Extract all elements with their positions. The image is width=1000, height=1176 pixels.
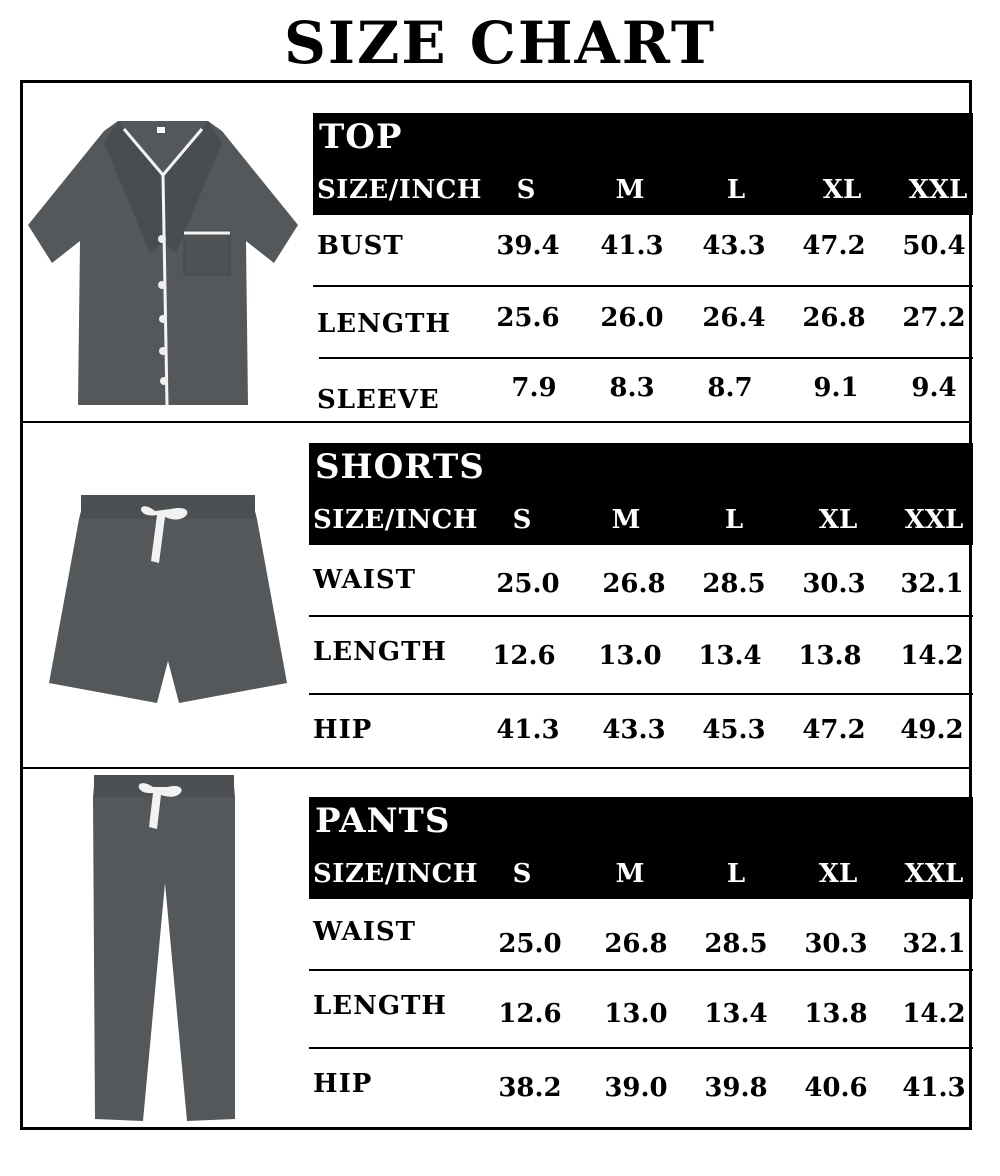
table-cell: 13.4 <box>704 999 768 1029</box>
size-xl-header: XL <box>822 175 862 205</box>
size-m-header: M <box>615 859 645 889</box>
row-label: BUST <box>317 231 404 261</box>
table-cell: 32.1 <box>900 569 964 599</box>
table-cell: 43.3 <box>602 715 666 745</box>
size-m-header: M <box>615 175 645 205</box>
table-cell: 28.5 <box>704 929 768 959</box>
table-cell: 26.0 <box>600 303 664 333</box>
row-label: LENGTH <box>313 991 447 1021</box>
table-cell: 12.6 <box>492 641 556 671</box>
size-s-header: S <box>512 505 532 535</box>
table-row <box>313 231 973 301</box>
page-title: SIZE CHART <box>283 9 717 77</box>
table-cell: 47.2 <box>802 231 866 261</box>
table-cell: 8.7 <box>707 373 753 403</box>
size-xl-header: XL <box>818 859 858 889</box>
size-s-header: S <box>516 175 536 205</box>
table-row <box>313 303 973 373</box>
table-cell: 39.0 <box>604 1073 668 1103</box>
row-label: LENGTH <box>317 309 451 339</box>
table-cell: 14.2 <box>900 641 964 671</box>
row-divider <box>319 357 973 359</box>
row-label: WAIST <box>313 917 416 947</box>
table-cell: 30.3 <box>804 929 868 959</box>
row-label: HIP <box>313 1069 373 1099</box>
table-cell: 43.3 <box>702 231 766 261</box>
category-title: SHORTS <box>315 447 485 487</box>
table-cell: 7.9 <box>511 373 557 403</box>
table-cell: 25.6 <box>496 303 560 333</box>
row-divider <box>313 285 973 287</box>
size-m-header: M <box>611 505 641 535</box>
table-cell: 13.8 <box>804 999 868 1029</box>
table-cell: 13.0 <box>604 999 668 1029</box>
table-cell: 14.2 <box>902 999 966 1029</box>
table-cell: 13.4 <box>698 641 762 671</box>
table-cell: 26.8 <box>802 303 866 333</box>
size-s-header: S <box>512 859 532 889</box>
table-cell: 28.5 <box>702 569 766 599</box>
table-cell: 25.0 <box>496 569 560 599</box>
shorts-image <box>47 493 289 705</box>
table-cell: 13.8 <box>798 641 862 671</box>
table-cell: 49.2 <box>900 715 964 745</box>
table-cell: 12.6 <box>498 999 562 1029</box>
table-cell: 30.3 <box>802 569 866 599</box>
table-cell: 39.8 <box>704 1073 768 1103</box>
table-cell: 41.3 <box>496 715 560 745</box>
table-cell: 13.0 <box>598 641 662 671</box>
top-table-header <box>313 113 973 215</box>
table-cell: 45.3 <box>702 715 766 745</box>
shorts-table-header <box>309 443 973 545</box>
row-label: WAIST <box>313 565 416 595</box>
shirt-image <box>26 113 300 405</box>
row-label: LENGTH <box>313 637 447 667</box>
table-cell: 9.4 <box>911 373 957 403</box>
size-xxl-header: XXL <box>908 175 968 205</box>
table-cell: 41.3 <box>600 231 664 261</box>
table-row <box>309 637 973 707</box>
table-cell: 50.4 <box>902 231 966 261</box>
size-chart-frame <box>20 80 972 1130</box>
row-label: SLEEVE <box>317 385 440 415</box>
table-cell: 27.2 <box>902 303 966 333</box>
row-divider <box>309 1047 973 1049</box>
table-row <box>313 373 973 443</box>
row-divider <box>309 693 973 695</box>
row-divider <box>309 615 973 617</box>
table-cell: 40.6 <box>804 1073 868 1103</box>
table-cell: 26.4 <box>702 303 766 333</box>
table-row <box>309 1069 973 1139</box>
table-cell: 39.4 <box>496 231 560 261</box>
table-cell: 26.8 <box>604 929 668 959</box>
size-l-header: L <box>724 505 744 535</box>
size-header: SIZE/INCH <box>317 175 482 205</box>
table-row <box>309 917 973 987</box>
pants-image <box>91 773 237 1123</box>
table-row <box>309 991 973 1061</box>
table-cell: 32.1 <box>902 929 966 959</box>
table-cell: 9.1 <box>813 373 859 403</box>
pants-table-header <box>309 797 973 899</box>
table-row <box>309 565 973 635</box>
size-header: SIZE/INCH <box>313 505 478 535</box>
table-cell: 38.2 <box>498 1073 562 1103</box>
size-xxl-header: XXL <box>904 859 964 889</box>
size-xl-header: XL <box>818 505 858 535</box>
size-l-header: L <box>726 175 746 205</box>
table-cell: 47.2 <box>802 715 866 745</box>
category-title: PANTS <box>315 801 451 841</box>
table-cell: 25.0 <box>498 929 562 959</box>
category-title: TOP <box>319 117 403 157</box>
size-xxl-header: XXL <box>904 505 964 535</box>
row-divider <box>309 969 973 971</box>
size-l-header: L <box>726 859 746 889</box>
table-row <box>309 715 973 785</box>
table-cell: 8.3 <box>609 373 655 403</box>
size-header: SIZE/INCH <box>313 859 478 889</box>
table-cell: 41.3 <box>902 1073 966 1103</box>
row-label: HIP <box>313 715 373 745</box>
table-cell: 26.8 <box>602 569 666 599</box>
